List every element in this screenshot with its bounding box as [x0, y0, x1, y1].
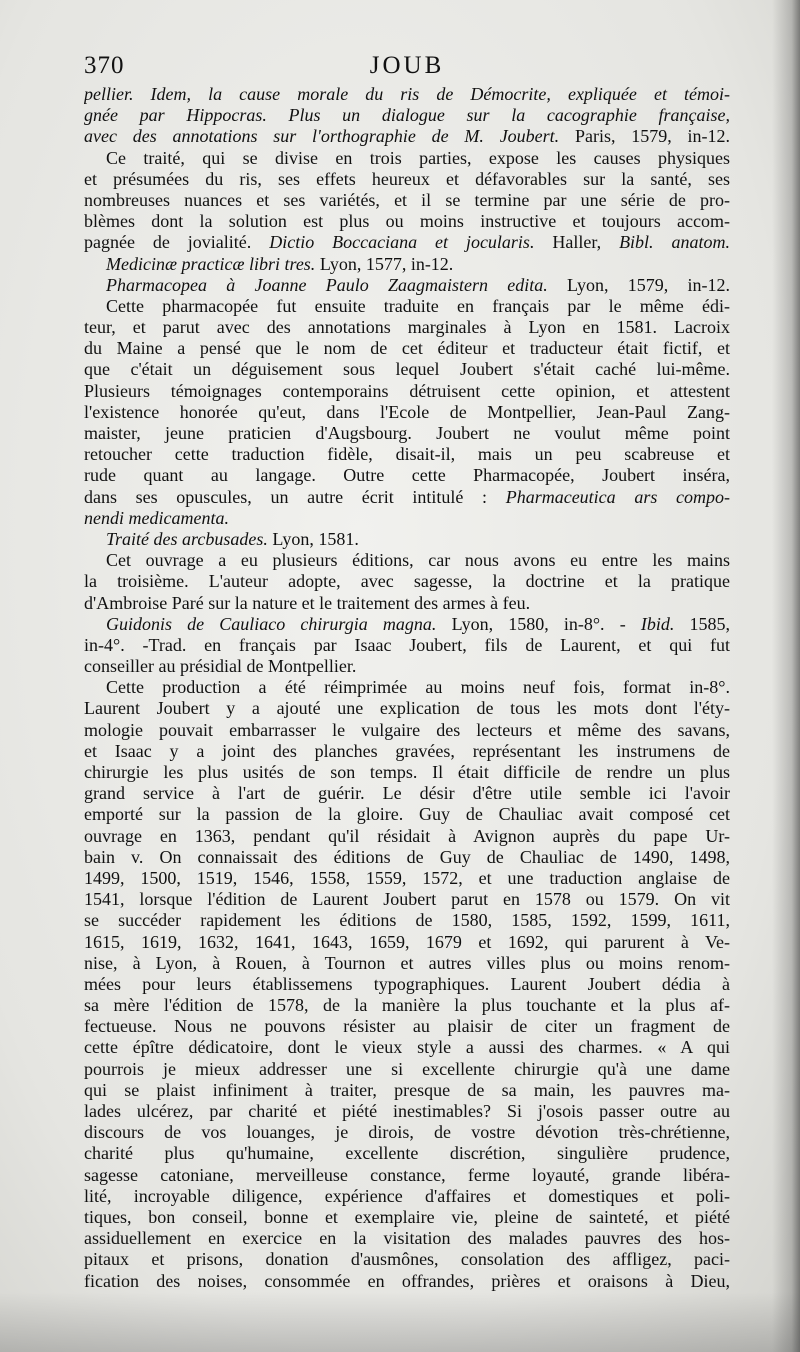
text-line: emporté sur la passion de la gloire. Guy de Chauliac avait composé cet: [84, 804, 730, 825]
text-line: fectueuse. Nous ne pouvons résister au plaisir de citer un fragment de: [84, 1016, 730, 1037]
text-line: teur, et parut avec des annotations marginales à Lyon en 1581. Lacroix: [84, 317, 730, 338]
text-line: [84, 254, 730, 275]
page-header: [84, 52, 730, 82]
text-line: cette épître dédicatoire, dont le vieux style a aussi des charmes. « A qui: [84, 1037, 730, 1058]
text-line: bain v. On connaissait des éditions de Guy de Chauliac de 1490, 1498,: [84, 846, 730, 867]
text-run: Haller,: [534, 232, 620, 253]
text-line: [84, 232, 730, 253]
text-line: et présumées du ris, ses effets heureux et défavorables sur la santé, ses: [84, 168, 730, 189]
italic-title: avec des annotations sur l'orthographie de M. Joubert.: [84, 126, 560, 147]
text-line: [84, 275, 730, 296]
text-line: pellier. Idem, la cause morale du ris de Démocrite, expliquée et témoi-: [84, 84, 730, 104]
italic-title: Guidonis de Cauliaco chirurgia magna.: [106, 613, 437, 634]
text-run: pagnée de jovialité.: [84, 232, 270, 253]
text-line: fication des noises, consommée en offrandes, prières et oraisons à Dieu,: [84, 1270, 730, 1291]
running-head: JOUB: [369, 52, 445, 79]
italic-title: Pharmacopea à Joanne Paulo Zaagmaistern edita.: [106, 274, 548, 295]
text-line: rude quant au langage. Outre cette Pharmacopée, Joubert inséra,: [84, 465, 730, 486]
text-line: discours de vos louanges, je dirois, de vostre dévotion très-chrétienne,: [84, 1122, 730, 1143]
text-line: nombreuses nuances et ses variétés, et il se termine par une série de pro-: [84, 189, 730, 210]
text-line: mées pour leurs établissemens typographiques. Laurent Joubert dédia à: [84, 973, 730, 994]
text-line: tiques, bon conseil, bonne et exemplaire vie, pleine de sainteté, et piété: [84, 1206, 730, 1227]
text-line: 1499, 1500, 1519, 1546, 1558, 1559, 1572, et une traduction anglaise de: [84, 867, 730, 888]
text-line: se succéder rapidement les éditions de 1580, 1585, 1592, 1599, 1611,: [84, 910, 730, 931]
page-bottom-shadow: [0, 1292, 800, 1352]
text-line: sagesse catoniane, merveilleuse constance, ferme loyauté, grande libéra-: [84, 1164, 730, 1185]
text-line: grand service à l'art de guérir. Le désir d'être utile semble ici l'avoir: [84, 783, 730, 804]
text-line: Cet ouvrage a eu plusieurs éditions, car nous avons eu entre les mains: [106, 550, 730, 571]
text-line: 1615, 1619, 1632, 1641, 1643, 1659, 1679 et 1692, qui parurent à Ve-: [84, 931, 730, 952]
text-line: in-4°. -Trad. en français par Isaac Joubert, fils de Laurent, et qui fut: [84, 634, 730, 655]
text-line: la troisième. L'auteur adopte, avec sagesse, la doctrine et la pratique: [84, 571, 730, 592]
text-line: Ce traité, qui se divise en trois parties, expose les causes physiques: [106, 147, 730, 168]
text-line: assiduellement en exercice en la visitation des malades pauvres des hos-: [84, 1228, 730, 1249]
text-line: Laurent Joubert y a ajouté une explication de tous les mots dont l'éty-: [84, 698, 730, 719]
italic-title: Bibl. anatom.: [619, 232, 730, 253]
italic-title: Traité des arcbusades.: [106, 528, 268, 549]
text-line: Cette pharmacopée fut ensuite traduite en français par le même édi-: [106, 295, 730, 316]
text-line: conseiller au présidial de Montpellier.: [84, 656, 357, 677]
text-run: Lyon, 1580, in-8°. -: [436, 613, 641, 634]
italic-title: Pharmaceutica ars compo-: [505, 486, 730, 507]
text-run: Paris, 1579, in-12.: [559, 126, 730, 147]
text-line: pitaux et prisons, donation d'ausmônes, consolation des affligez, paci-: [84, 1249, 730, 1270]
text-line: d'Ambroise Paré sur la nature et le traitement des armes à feu.: [84, 592, 531, 613]
text-run: 1585,: [674, 613, 730, 634]
text-line: maister, jeune praticien d'Augsbourg. Joubert ne voulut même point: [84, 423, 730, 443]
text-line: [84, 529, 730, 550]
italic-title: Medicinæ practicæ libri tres.: [106, 253, 316, 274]
text-line: mologie pouvait embarrasser le vulgaire des lecteurs et même des savans,: [84, 719, 730, 740]
text-line: que c'était un déguisement sous lequel Joubert s'était caché lui-même.: [84, 359, 730, 380]
italic-title: Dictio Boccaciana et jocularis.: [269, 232, 535, 253]
text-line: [84, 126, 730, 147]
italic-title: Ibid.: [640, 613, 675, 634]
text-line: [84, 487, 730, 508]
text-line: Cette production a été réimprimée au moins neuf fois, format in-8°.: [106, 677, 730, 698]
text-line: retoucher cette traduction fidèle, disait-il, mais un peu scabreuse et: [84, 444, 730, 465]
text-line: [84, 614, 730, 635]
text-line: sa mère l'édition de 1578, de la manière la plus touchante et la plus af-: [84, 995, 730, 1016]
body-text: [84, 84, 730, 1292]
text-line: nise, à Lyon, à Rouen, à Tournon et autres villes plus ou moins renom-: [84, 952, 730, 973]
text-run: dans ses opuscules, un autre écrit intitulé :: [84, 486, 506, 507]
text-line: chirurgie les plus usités de son temps. Il était difficile de rendre un plus: [84, 762, 730, 782]
text-line: pourrois je mieux addresser une si excellente chirurgie qu'à une dame: [84, 1058, 730, 1079]
text-line: lité, incroyable diligence, expérience d'affaires et domestiques et poli-: [84, 1185, 730, 1206]
text-line: gnée par Hippocras. Plus un dialogue sur la cacographie française,: [84, 105, 730, 126]
text-line: l'existence honorée qu'eut, dans l'Ecole de Montpellier, Jean-Paul Zang-: [84, 401, 730, 422]
text-line: Plusieurs témoignages contemporains détruisent cette opinion, et attestent: [84, 380, 730, 401]
text-run: Lyon, 1581.: [267, 528, 359, 549]
text-line: du Maine a pensé que le nom de cet éditeur et traducteur était fictif, et: [84, 338, 730, 359]
text-line: qui se plaist infiniment à traiter, presque de sa main, les pauvres ma-: [84, 1079, 730, 1100]
page-edge-shadow: [772, 0, 800, 1352]
text-line: et Isaac y a joint des planches gravées, représentant les instrumens de: [84, 740, 730, 761]
text-line: ouvrage en 1363, pendant qu'il résidait à Avignon auprès du pape Ur-: [84, 825, 730, 846]
text-line: charité plus qu'humaine, excellente discrétion, singulière prudence,: [84, 1143, 730, 1164]
page-number: 370: [84, 52, 125, 79]
text-run: Lyon, 1579, in-12.: [547, 274, 730, 295]
text-line: 1541, lorsque l'édition de Laurent Joubert parut en 1578 ou 1579. On vit: [84, 889, 730, 910]
text-line: nendi medicamenta.: [84, 507, 229, 528]
text-line: blèmes dont la solution est plus ou moins instructive et toujours accom-: [84, 211, 730, 232]
text-run: Lyon, 1577, in-12.: [315, 253, 454, 274]
text-line: lades ulcérez, par charité et piété inestimables? Si j'osois passer outre au: [84, 1101, 730, 1121]
